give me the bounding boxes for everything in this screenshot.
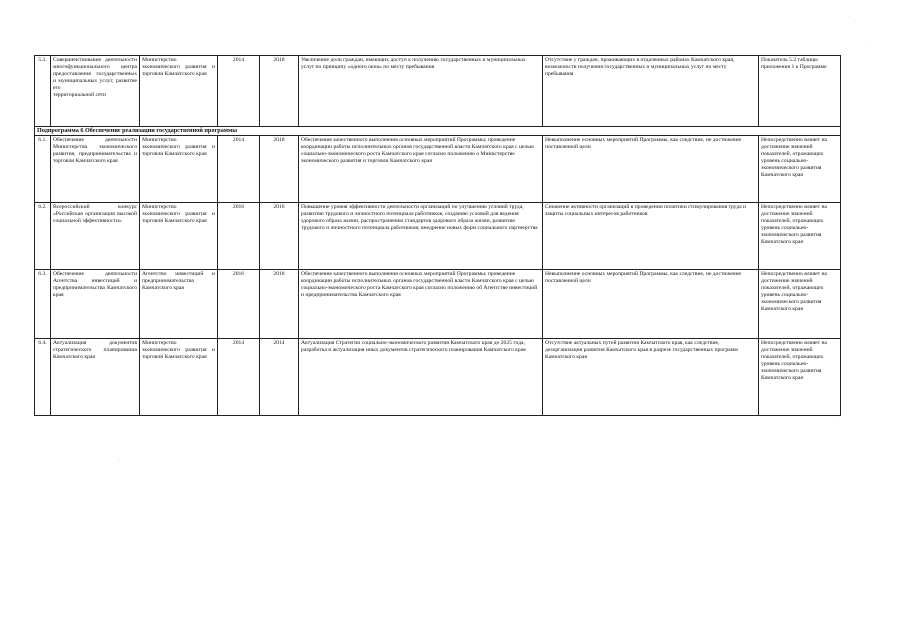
non-implementation-consequence: Отсутствие актуальных путей развития Камчатского края, как следствие, дезорганизация развития Камчатского края в разрезе государственных программ Камчатского края [543,339,759,416]
expected-result: Актуализация Стратегии социально-экономического развития Камчатского края до 2025 года, разработка и актуализация иных документов стратегического планирования Камчатского края [299,339,543,416]
scan-speck: · [836,416,838,422]
table-row [35,203,841,270]
indicator-link: Непосредственно влияет на достижение значений показателей, отражающих уровень социально-экономического развития Камчатского края [759,270,841,339]
expected-result: Увеличение доли граждан, имеющих доступ к получению государственных и муниципальных услуг по принципу «одного окна» по месту пребывания [299,56,543,127]
end-year: 2018 [260,56,299,127]
indicator-link: Показатель 5.2 таблицы приложения 1 к Программе [759,56,841,127]
activity-name-text: Совершенствование деятельности многофункционального центра предоставления государственных и муниципальных услуг, развитие его [53,57,137,92]
indicator-link: Непосредственно влияет на достижение значений показателей, отражающих уровень социально-экономического развития Камчатского края [759,136,841,203]
scan-speck: · [866,40,868,46]
activity-name: Актуализация документов стратегического планирования Камчатского края [51,339,140,416]
executor: Министерство экономического развития и торговли Камчатского края [140,339,218,416]
non-implementation-consequence: Невыполнение основных мероприятий Программы, как следствие, не достижение поставленной цели [543,136,759,203]
activity-name-cut-text: территориальной сети [53,92,107,99]
row-number: 5.3. [35,56,51,127]
table-row [35,270,841,339]
row-number: 6.2. [35,203,51,270]
start-year: 2014 [218,56,260,127]
end-year: 2018 [260,270,299,339]
end-year: 2018 [260,136,299,203]
end-year: 2014 [260,339,299,416]
subprogram-header-row [35,127,841,136]
table-row [35,339,841,416]
non-implementation-consequence: Отсутствие у граждан, проживающих в отдаленных районах Камчатского края, возможности получения государственных и муниципальных услуг по месту пребывания [543,56,759,127]
non-implementation-consequence: Невыполнение основных мероприятий Программы, как следствие, не достижение поставленной цели [543,270,759,339]
activity-name: Обеспечение деятельности Министерства экономического развития, предпринимательства и торговли Камчатского края [51,136,140,203]
executor: Министерство экономического развития и торговли Камчатского края [140,203,218,270]
row-number: 6.4. [35,339,51,416]
expected-result: Повышение уровня эффективности деятельности организаций по улучшению условий труда, развитию трудового и личностного потенциала работников, созданию условий для ведения здорового образа жизни, распространению стандартов здорового образа жизни, развитию трудового и личностного потенциала работников; внедрение новых форм социального партнерства [299,203,543,270]
end-year: 2016 [260,203,299,270]
scan-speck: · [118,457,120,463]
row-number: 6.1. [35,136,51,203]
activity-name: Обеспечение деятельности Агентства инвестиций и предпринимательства Камчатского края [51,270,140,339]
start-year: 2016 [218,270,260,339]
row-number: 6.3. [35,270,51,339]
subprogram-title: Подпрограмма 6 Обеспечение реализации государственной программы [35,127,841,136]
table-row [35,136,841,203]
start-year: 2016 [218,203,260,270]
activity-name: Всероссийский конкурс «Российская организация высокой социальной эффективности» [51,203,140,270]
table-row [35,56,841,127]
start-year: 2014 [218,339,260,416]
start-year: 2014 [218,136,260,203]
executor: Министерство экономического развития и торговли Камчатского края [140,56,218,127]
executor: Министерство экономического развития и торговли Камчатского края [140,136,218,203]
non-implementation-consequence: Снижение активности организаций в проведении политики стимулирования труда и защиты социальных интересов работников [543,203,759,270]
activity-name [51,56,140,127]
indicator-link: Непосредственно влияет на достижение значений показателей, отражающих уровень социально-экономического развития Камчатского края [759,203,841,270]
scan-speck: · [848,14,850,20]
activities-table [34,55,841,416]
indicator-link: Непосредственно влияет на достижение значений показателей, отражающих уровень социально-экономического развития Камчатского края [759,339,841,416]
executor: Агентство инвестиций и предпринимательства Камчатского края [140,270,218,339]
expected-result: Обеспечение качественного выполнения основных мероприятий Программы; проведение координации работы исполнительных органов государственной власти Камчатского края с целью социально-экономического роста Камчатского края согласно положению об Агентстве инвестиций и предпринимательства Камчатского края [299,270,543,339]
expected-result: Обеспечение качественного выполнения основных мероприятий Программы; проведение координации работы исполнительных органов государственной власти Камчатского края с целью социально-экономического роста Камчатского края согласно положению о Министерстве экономического развития и торговли Камчатского края [299,136,543,203]
